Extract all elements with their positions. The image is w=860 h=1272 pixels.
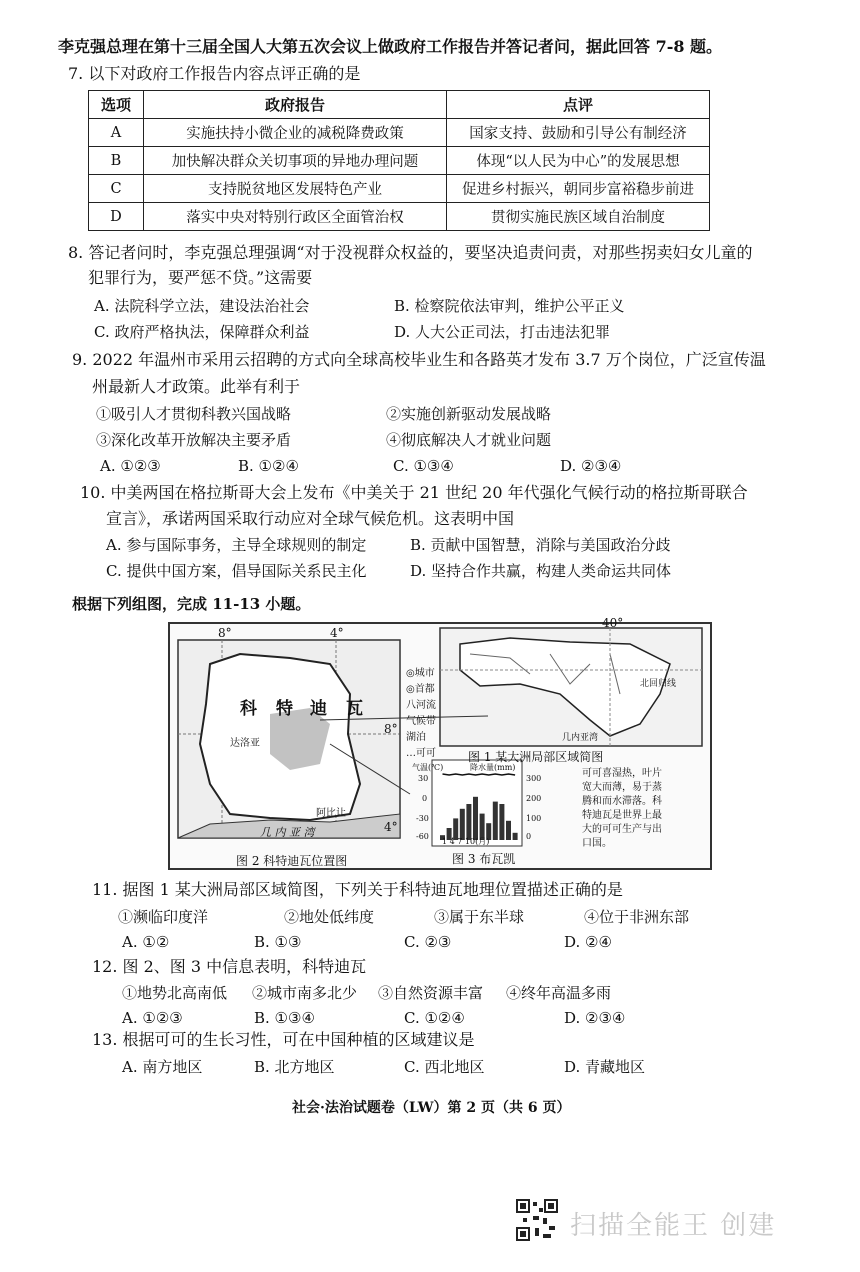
header-option: 选项 (89, 91, 144, 119)
row-report: 加快解决群众关切事项的异地办理问题 (144, 147, 447, 175)
q11-option-b: B. ①③ (254, 933, 302, 951)
q8-option-a: A. 法院科学立法，建设法治社会 (94, 297, 310, 315)
cocoa-note-1: 可可喜湿热，叶片 (582, 768, 662, 779)
q9-statement-4: ④彻底解决人才就业问题 (386, 431, 552, 449)
legend-3: 八河流 (406, 700, 436, 711)
q9-option-a: A. ①②③ (100, 457, 161, 475)
gulf-of-guinea: 几 内 亚 湾 (260, 826, 315, 839)
q10-stem-1: 10. 中美两国在格拉斯哥大会上发布《中美关于 21 世纪 20 年代强化气候行动的格拉斯哥联合 (80, 483, 748, 502)
precip-bar (466, 804, 471, 840)
label-4w: 4° (330, 626, 344, 640)
temp-line (443, 774, 516, 775)
fig3-ytick-r-4: 0 (526, 832, 532, 841)
precip-bar (513, 833, 518, 840)
q9-statement-3: ③深化改革开放解决主要矛盾 (96, 431, 292, 449)
city-daloa: 达洛亚 (230, 738, 260, 749)
row-comment: 体现“以人民为中心”的发展思想 (447, 147, 710, 175)
map-figure (168, 616, 712, 870)
q13-option-a: A. 南方地区 (122, 1058, 203, 1076)
precip-bar (473, 797, 478, 840)
q9-stem-1: 9. 2022 年温州市采用云招聘的方式向全球高校毕业生和各路英才发布 3.7 万个岗位，广泛宣传温 (72, 350, 766, 369)
table-row (89, 119, 710, 147)
fig3-ytick-l-1: 30 (418, 774, 429, 783)
q8-option-d: D. 人大公正司法，打击违法犯罪 (394, 323, 611, 341)
row-option: B (89, 147, 144, 175)
watermark-text: 扫描全能王 创建 (570, 1211, 777, 1241)
q9-stem-2: 州最新人才政策。此举有利于 (92, 377, 301, 396)
fig3-ytick-r-3: 100 (526, 814, 542, 823)
header-report: 政府报告 (144, 91, 447, 119)
fig1-sea: 几内亚湾 (562, 733, 599, 743)
q12-statement-3: ③自然资源丰富 (378, 984, 484, 1002)
row-comment: 促进乡村振兴，朝同步富裕稳步前进 (447, 175, 710, 203)
row-comment: 国家支持、鼓励和引导公有制经济 (447, 119, 710, 147)
q12-option-b: B. ①③④ (254, 1009, 315, 1027)
q7-table (88, 90, 710, 231)
label-8w: 8° (218, 626, 232, 640)
q12-statement-1: ①地势北高南低 (122, 984, 228, 1002)
fig1-tropic: 北回归线 (640, 679, 677, 689)
intro-11-13: 根据下列组图，完成 11-13 小题。 (72, 595, 311, 613)
q10-option-c: C. 提供中国方案，倡导国际关系民主化 (106, 562, 367, 580)
q11-statement-1: ①濒临印度洋 (118, 908, 209, 926)
country-char-2: 特 (276, 699, 293, 719)
table-header-row (89, 91, 710, 119)
cocoa-note-2: 宽大而薄，易于蒸 (582, 782, 662, 793)
header-comment: 点评 (447, 91, 710, 119)
row-report: 落实中央对特别行政区全面管治权 (144, 203, 447, 231)
legend-5: 湖泊 (406, 732, 426, 743)
fig3-ytick-r-1: 300 (526, 774, 542, 783)
cocoa-note-5: 大的可可生产与出 (582, 824, 662, 835)
q12-stem: 12. 图 2、图 3 中信息表明，科特迪瓦 (92, 957, 367, 976)
q13-option-c: C. 西北地区 (404, 1058, 485, 1076)
q10-option-a: A. 参与国际事务，主导全球规则的制定 (106, 536, 367, 554)
q12-statement-4: ④终年高温多雨 (506, 984, 612, 1002)
row-option: A (89, 119, 144, 147)
fig3-ytick-l-2: 0 (422, 794, 428, 803)
q12-option-c: C. ①②④ (404, 1009, 465, 1027)
fig3-ytick-l-4: -60 (416, 832, 429, 841)
q13-option-d: D. 青藏地区 (564, 1058, 646, 1076)
page-footer: 社会·法治试题卷（LW）第 2 页（共 6 页） (292, 1100, 571, 1116)
precip-bar (506, 821, 511, 840)
label-8n: 8° (384, 722, 398, 736)
row-report: 支持脱贫地区发展特色产业 (144, 175, 447, 203)
label-40: 40° (602, 616, 624, 630)
q9-option-c: C. ①③④ (393, 457, 454, 475)
q9-statement-2: ②实施创新驱动发展战略 (386, 405, 552, 423)
q12-statement-2: ②城市南多北少 (252, 984, 358, 1002)
cocoa-note-4: 特迪瓦是世界上最 (582, 810, 662, 821)
q8-option-b: B. 检察院依法审判，维护公平正义 (394, 297, 625, 315)
country-char-1: 科 (240, 699, 257, 719)
country-char-3: 迪 (310, 699, 327, 719)
label-4n: 4° (384, 820, 398, 834)
q13-option-b: B. 北方地区 (254, 1058, 335, 1076)
q9-statement-1: ①吸引人才贯彻科教兴国战略 (96, 405, 292, 423)
q10-option-d: D. 坚持合作共赢，构建人类命运共同体 (410, 562, 672, 580)
fig3-ylabel-left: 气温(℃) (412, 763, 444, 772)
legend-6: …可可 (406, 748, 436, 759)
q8-option-c: C. 政府严格执法，保障群众利益 (94, 323, 310, 341)
q10-stem-2: 宣言》，承诺两国采取行动应对全球气候危机。这表明中国 (106, 509, 515, 528)
row-option: C (89, 175, 144, 203)
q8-stem-1: 8. 答记者问时，李克强总理强调“对于没视群众权益的，要坚决追责问责，对那些拐卖妇女儿童的 (68, 243, 753, 262)
q13-stem: 13. 根据可可的生长习性，可在中国种植的区域建议是 (92, 1030, 475, 1049)
table-row (89, 203, 710, 231)
q12-option-d: D. ②③④ (564, 1009, 626, 1027)
legend-2: ◎首都 (406, 684, 435, 695)
fig3-ytick-l-3: -30 (416, 814, 429, 823)
intro-7-8: 李克强总理在第十三届全国人大第五次会议上做政府工作报告并答记者问，据此回答 7-8 题。 (58, 37, 723, 56)
q11-stem: 11. 据图 1 某大洲局部区域简图，下列关于科特迪瓦地理位置描述正确的是 (92, 880, 623, 899)
fig3-xlabel: 1 4 7 10(月) (442, 837, 490, 846)
country-char-4: 瓦 (346, 699, 363, 719)
q11-option-d: D. ②④ (564, 933, 612, 951)
q11-option-c: C. ②③ (404, 933, 452, 951)
row-report: 实施扶持小微企业的减税降费政策 (144, 119, 447, 147)
fig3-ylabel-right: 降水量(mm) (470, 763, 516, 772)
fig3-ytick-r-2: 200 (526, 794, 542, 803)
legend-1: ◎城市 (406, 668, 435, 679)
row-option: D (89, 203, 144, 231)
q8-stem-2: 犯罪行为，要严惩不贷。”这需要 (88, 268, 313, 287)
q9-option-d: D. ②③④ (560, 457, 622, 475)
precip-bar (499, 804, 504, 840)
table-row (89, 147, 710, 175)
fig1-caption: 图 1 某大洲局部区域简图 (468, 750, 604, 764)
fig2-caption: 图 2 科特迪瓦位置图 (236, 854, 348, 868)
q11-option-a: A. ①② (122, 933, 170, 951)
q11-statement-3: ③属于东半球 (434, 908, 525, 926)
q10-option-b: B. 贡献中国智慧，消除与美国政治分歧 (410, 536, 671, 554)
q11-statement-4: ④位于非洲东部 (584, 908, 690, 926)
q12-option-a: A. ①②③ (122, 1009, 183, 1027)
cocoa-note-3: 腾和而水滞落。科 (582, 796, 662, 807)
city-abidjan: 阿比让 (316, 808, 346, 819)
q11-statement-2: ②地处低纬度 (284, 908, 375, 926)
cocoa-note-6: 口国。 (582, 838, 612, 849)
legend-4: 气候带 (406, 716, 436, 727)
qr-code-icon (515, 1198, 559, 1242)
precip-bar (493, 802, 498, 840)
row-comment: 贯彻实施民族区域自治制度 (447, 203, 710, 231)
table-row (89, 175, 710, 203)
q7-stem: 7. 以下对政府工作报告内容点评正确的是 (68, 64, 361, 83)
q9-option-b: B. ①②④ (238, 457, 299, 475)
fig3-caption: 图 3 布瓦凯 (452, 852, 516, 866)
